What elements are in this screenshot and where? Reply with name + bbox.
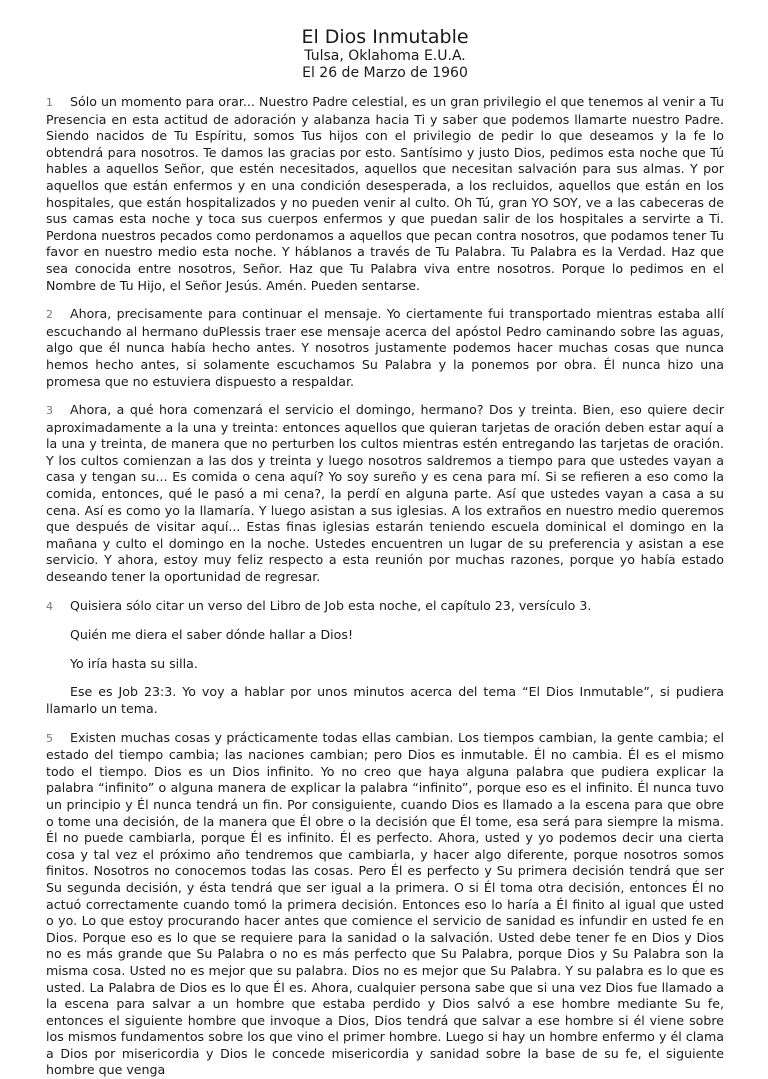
scripture-quote-line-2 — [46, 656, 724, 673]
paragraph-text: Ahora, precisamente para continuar el mensaje. Yo ciertamente fui transportado mientras estaba allí escuchando al hermano duPlessis traer ese mensaje acerca del apóstol Pedro caminando sobre las aguas, algo que él nunca había hecho antes. Y nosotros justamente podemos hacer muchas cosas que nunca hemos hecho antes, si solamente escuchamos Su Palabra y la ponemos por obra. Él nunca hizo una promesa que no estuviera dispuesto a respaldar. — [46, 306, 724, 389]
paragraph-text: Yo iría hasta su silla. — [70, 655, 198, 671]
paragraph-text: Sólo un momento para orar... Nuestro Padre celestial, es un gran privilegio el que tenemos al venir a Tu Presencia en esta actitud de adoración y alabanza hacia Ti y saber que podemos llamarte nuestro Padre. Siendo nacidos de Tu Espíritu, somos Tus hijos con el privilegio de pedir lo que deseamos y la fe lo obtendrá para nosotros. Te damos las gracias por esto. Santísimo y justo Dios, pedimos esta noche que Tú hables a aquellos Señor, que estén necesitados, aquellos que necesitan salvación para sus almas. Y por aquellos que están enfermos y en una condición desesperada, a los recluidos, aquellos que están en los hospitales, que están hospitalizados y no pueden venir al culto. Oh Tú, gran YO SOY, ve a las cabeceras de sus camas esta noche y toca sus cuerpos enfermos y que puedan salir de los hospitales a servirte a Ti. Perdona nuestros pecados como perdonamos a aquellos que pecan contra nosotros, que podamos tener Tu favor en nuestro medio esta noche. Y háblanos a través de Tu Palabra. Tu Palabra es la Verdad. Haz que sea conocida entre nosotros, Señor. Haz que Tu Palabra viva entre nosotros. Porque lo pedimos en el Nombre de Tu Hijo, el Señor Jesús. Amén. Pueden sentarse. — [46, 94, 724, 293]
document-title: El Dios Inmutable — [301, 26, 469, 48]
paragraph-2 — [46, 306, 724, 390]
paragraph-5 — [46, 730, 724, 1079]
paragraph-text: Ese es Job 23:3. Yo voy a hablar por unos minutos acerca del tema “El Dios Inmutable”, si pudiera llamarlo un tema. — [46, 684, 724, 716]
paragraph-text: Existen muchas cosas y prácticamente todas ellas cambian. Los tiempos cambian, la gente cambia; el estado del tiempo cambia; las naciones cambian; pero Dios es inmutable. Él no cambia. Él es el mismo todo el tiempo. Dios es un Dios infinito. Yo no creo que haya alguna palabra que pudiera explicar la palabra “infinito” o alguna manera de explicar la palabra “infinito”, porque eso es el infinito. Él nunca tuvo un principio y Él nunca tendrá un fin. Por consiguiente, cuando Dios es llamado a la escena para que obre o tome una decisión, de la manera que Él obre o la decisión que Él tome, esa será para siempre la misma. Él no puede cambiarla, porque Él es infinito. Él es perfecto. Ahora, usted y yo podemos decir una cierta cosa y tal vez el próximo año tendremos que cambiarla, y hacer algo diferente, porque nosotros somos finitos. Nosotros no conocemos todas las cosas. Pero Él es perfecto y Su primera decisión tendrá que ser Su segunda decisión, y ésta tendrá que ser igual a la primera. O si Él toma otra decisión, entonces Él no actuó correctamente cuando tomó la primera decisión. Entonces eso lo haría a Él finito al igual que usted o yo. Lo que estoy procurando hacer antes que comience el servicio de sanidad es infundir en usted fe en Dios. Porque eso es lo que se requiere para la sanidad o la salvación. Usted debe tener fe en Dios y Dios no es más grande que Su Palabra o no es más perfecto que Su Palabra, porque Dios y Su Palabra son la misma cosa. Usted no es mejor que su palabra. Dios no es mejor que Su Palabra. Y su palabra es lo que es usted. La Palabra de Dios es lo que Él es. Ahora, cualquier persona sabe que si una vez Dios fue llamado a la escena para salvar a un hombre que estaba perdido y Dios salvó a ese hombre mediante Su fe, entonces el siguiente hombre que invoque a Dios, Dios tendrá que salvar a ese hombre si él viene sobre los mismos fundamentos sobre los que vino el primer hombre. Luego si hay un hombre enfermo y él clama a Dios por misericordia y Dios le concede misericordia y sanidad sobre la base de su fe, el siguiente hombre que venga — [46, 729, 724, 1078]
paragraph-4 — [46, 598, 724, 616]
document-header — [46, 26, 724, 82]
paragraph-number: 5 — [46, 731, 53, 745]
document-location: Tulsa, Oklahoma E.U.A. — [304, 48, 466, 64]
paragraph-number: 1 — [46, 96, 53, 109]
paragraph-4-continued — [46, 684, 724, 717]
paragraph-1 — [46, 94, 724, 294]
paragraph-3 — [46, 402, 724, 586]
paragraph-text: Ahora, a qué hora comenzará el servicio el domingo, hermano? Dos y treinta. Bien, eso quiere decir aproximadamente a la una y treinta: entonces aquellos que quieran tarjetas de oración deben estar aquí a la una y treinta, de manera que no perturben los cultos mientras estén entregando las tarjetas de oración. Y los cultos comienzan a las dos y treinta y luego nosotros saldremos a tiempo para que ustedes vayan a casa y tengan su... Es comida o cena aquí? Yo soy sureño y es cena para mí. Si se refieren a eso como la comida, entonces, qué le pasó a mi cena?, la perdí en alguna parte. Así que ustedes vayan a casa a su cena. Así es como yo la llamaría. Y luego asistan a sus iglesias. A los extraños en nuestro medio queremos que después de visitar aquí... Estas finas iglesias estarán teniendo escuela dominical el domingo en la mañana y culto el domingo en la noche. Ustedes encuentren un lugar de su preferencia y asistan a ese servicio. Y ahora, estoy muy feliz respecto a esta reunión por muchas razones, porque yo había estado deseando tener la oportunidad de regresar. — [46, 402, 724, 585]
paragraph-number: 3 — [46, 404, 53, 418]
paragraph-number: 2 — [46, 308, 53, 322]
paragraph-text: Quién me diera el saber dónde hallar a Dios! — [70, 627, 353, 643]
paragraph-text: Quisiera sólo citar un verso del Libro de Job esta noche, el capítulo 23, versículo 3. — [70, 597, 592, 613]
document-date: El 26 de Marzo de 1960 — [302, 65, 468, 81]
document-body — [46, 94, 724, 1079]
paragraph-number: 4 — [46, 599, 53, 613]
scripture-quote-line-1 — [46, 627, 724, 644]
